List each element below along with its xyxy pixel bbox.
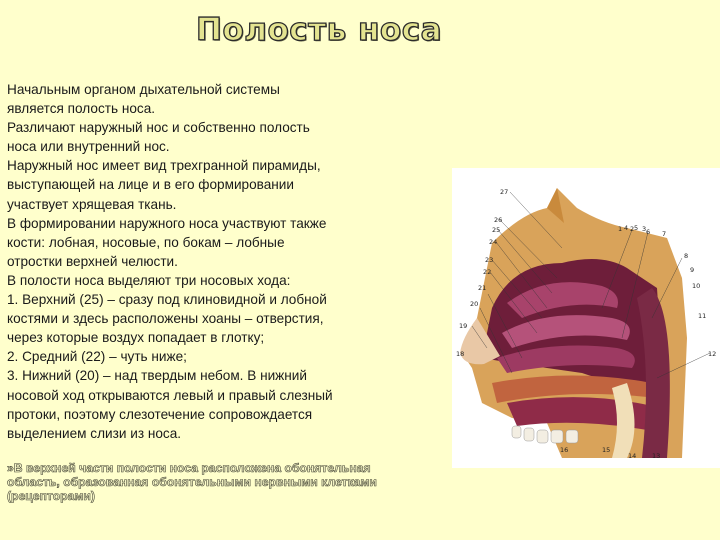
- body-line: 2. Средний (22) – чуть ниже;: [7, 349, 187, 365]
- figure-label: 6: [646, 228, 651, 236]
- body-line: выступающей на лице и в его формировании: [7, 177, 294, 193]
- body-line: через которые воздух попадает в глотку;: [7, 330, 265, 346]
- figure-label: 5: [634, 224, 639, 232]
- body-line: Различают наружный нос и собственно полость: [7, 120, 310, 136]
- body-line: отростки верхней челюсти.: [7, 253, 178, 269]
- figure-label: 26: [494, 216, 503, 224]
- note-line: »В верхней части полости носа расположена обонятельная: [7, 461, 371, 475]
- figure-label: 20: [470, 300, 479, 308]
- body-line: 3. Нижний (20) – над твердым небом. В нижний: [7, 368, 307, 384]
- body-line: В полости носа выделяют три носовых хода:: [7, 272, 291, 288]
- note-line: область, образованная обонятельными нервными клетками: [7, 475, 377, 489]
- figure-label: 14: [628, 452, 637, 460]
- body-text: [7, 80, 402, 443]
- body-line: В формировании наружного носа участвуют также: [7, 215, 327, 231]
- figure-label: 4: [624, 224, 629, 232]
- nasal-cavity-illustration: [452, 168, 720, 468]
- figure-label: 16: [560, 446, 569, 454]
- figure-label: 18: [456, 350, 465, 358]
- body-line: выделением слизи из носа.: [7, 425, 182, 441]
- figure-label: 24: [489, 238, 498, 246]
- olfactory-note: [7, 461, 407, 503]
- figure-label: 21: [478, 284, 487, 292]
- figure-label: 22: [483, 268, 492, 276]
- figure-label: 19: [459, 322, 468, 330]
- body-line: является полость носа.: [7, 101, 156, 117]
- body-line: костями и здесь расположены хоаны – отверстия,: [7, 311, 324, 327]
- figure-label: 23: [485, 256, 494, 264]
- figure-label: 27: [500, 188, 509, 196]
- figure-label: 13: [652, 452, 661, 460]
- anatomy-drawing: [452, 168, 720, 468]
- figure-label: 25: [492, 226, 501, 234]
- slide-title: Полость носа: [196, 12, 442, 48]
- note-line: (рецепторами): [7, 489, 95, 503]
- body-line: кости: лобная, носовые, по бокам – лобные: [7, 234, 285, 250]
- figure-label: 2: [630, 225, 635, 233]
- body-line: протоки, поэтому слезотечение сопровождается: [7, 406, 313, 422]
- body-line: 1. Верхний (25) – сразу под клиновидной и лобной: [7, 292, 327, 308]
- figure-label: 11: [698, 312, 707, 320]
- body-line: Наружный нос имеет вид трехгранной пирамиды,: [7, 158, 321, 174]
- figure-label: 9: [690, 266, 695, 274]
- figure-label: 12: [708, 350, 717, 358]
- figure-label: 1: [618, 225, 623, 233]
- body-line: Начальным органом дыхательной системы: [7, 82, 280, 97]
- body-line: участвует хрящевая ткань.: [7, 196, 177, 212]
- figure-label: 15: [602, 446, 611, 454]
- body-line: носовой ход открываются левый и правый слезный: [7, 387, 333, 403]
- figure-label: 3: [642, 225, 647, 233]
- figure-label: 7: [662, 230, 667, 238]
- figure-label: 10: [692, 282, 701, 290]
- body-line: носа или внутренний нос.: [7, 139, 170, 155]
- figure-label: 8: [684, 252, 689, 260]
